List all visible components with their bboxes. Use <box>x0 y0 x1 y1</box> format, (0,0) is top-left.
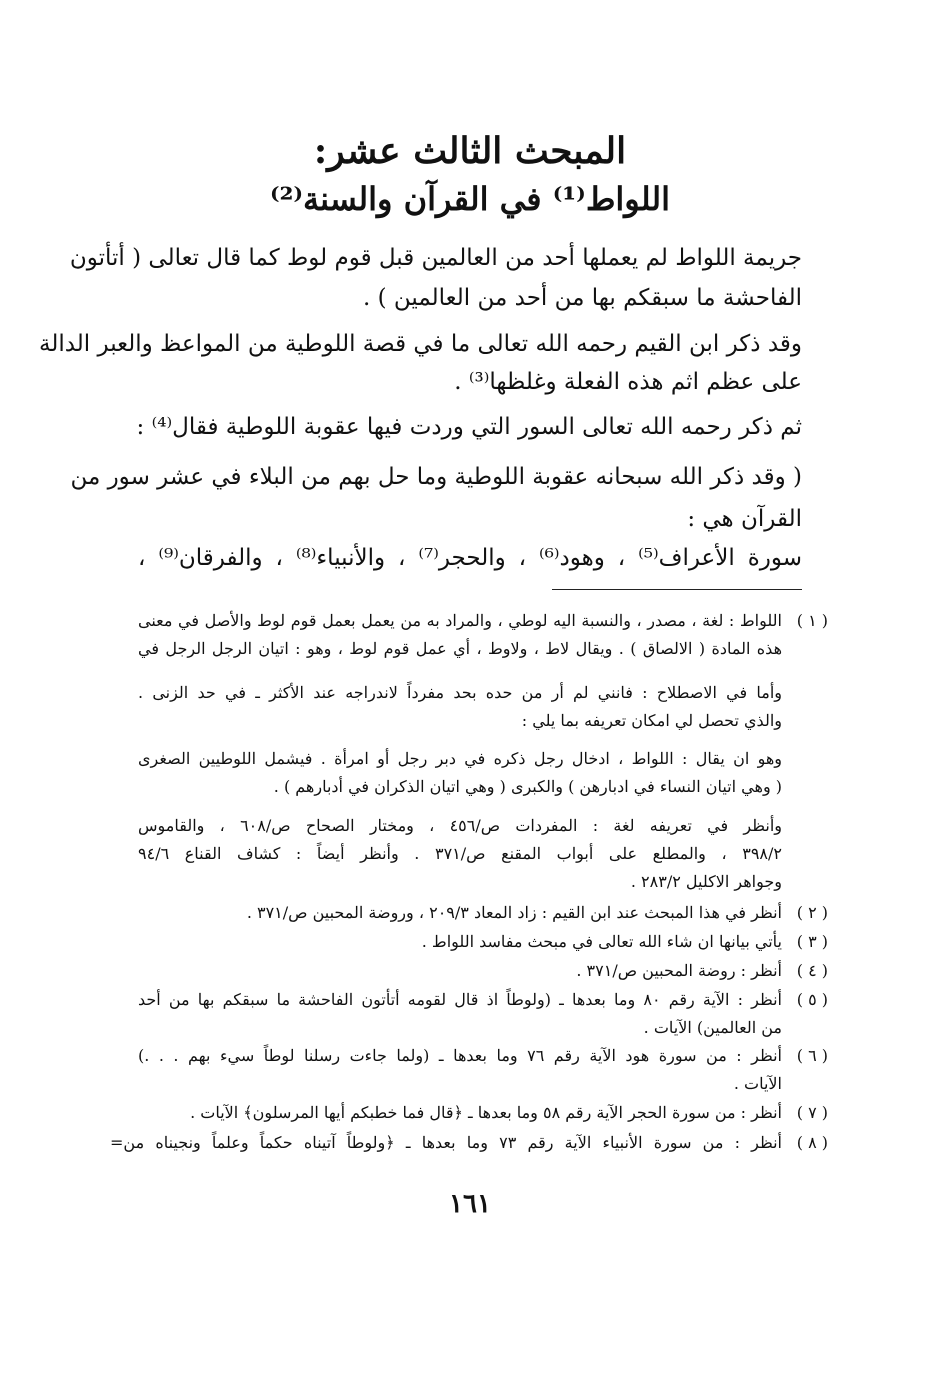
footnote-number: ( ٦ ) <box>796 1046 828 1065</box>
footnote-line: أنظر في هذا المبحث عند ابن القيم : زاد المعاد ٢٠٩/٣ ، وروضة المحبين ص/٣٧١ . <box>246 903 782 922</box>
footnote-line: يأتي بيانها ان شاء الله تعالى في مبحث مفاسد اللواط . <box>421 932 782 951</box>
footnote-line: أنظر : من سورة هود الآية رقم ٧٦ وما بعدها ـ (ولما جاءت رسلنا لوطاً سيء بهم . . .) <box>138 1046 783 1065</box>
footnote-line: ٣٩٨/٢ ، والمطلع على أبواب المقنع ص/٣٧١ . وأنظر أيضاً : كشاف القناع ٩٤/٦ <box>138 844 782 863</box>
body-line: ( وقد ذكر الله سبحانه عقوبة اللوطية وما حل بهم من البلاء في عشر سور من <box>70 464 802 490</box>
body-line: وقد ذكر ابن القيم رحمه الله تعالى ما في قصة اللوطية من المواعظ والعبر الدالة <box>39 331 802 357</box>
page-number: ١٦١ <box>449 1189 491 1219</box>
footnote-number: ( ٥ ) <box>796 990 828 1009</box>
footnote-line: وأما في الاصطلاح : فانني لم أر من حده بحد مفرداً لاندراجه عند الأكثر ـ في حد الزنى . <box>138 683 782 702</box>
section-title: المبحث الثالث عشر: <box>313 130 627 172</box>
footnote-number: ( ٣ ) <box>796 932 828 951</box>
body-line: القرآن هي : <box>687 506 802 532</box>
footnote-line: أنظر : من سورة الأنبياء الآية رقم ٧٣ وما بعدها ـ ﴿ولوطاً آتيناه حكماً وعلماً ونجيناه من= <box>110 1133 782 1152</box>
footnote-line: أنظر : روضة المحبين ص/٣٧١ . <box>576 961 782 980</box>
section-subtitle: اللواط⁽¹⁾ في القرآن والسنة⁽²⁾ <box>269 180 671 218</box>
body-line: ثم ذكر رحمه الله تعالى السور التي وردت فيها عقوبة اللوطية فقال⁽⁴⁾ : <box>136 414 802 440</box>
footnote-line: وأنظر في تعريفه لغة : المفردات ص/٤٥٦ ، ومختار الصحاح ص/٦٠٨ ، والقاموس <box>138 816 782 835</box>
footnote-line: ( وهي اتيان النساء في ادبارهن ) والكبرى ( وهي اتيان الذكران في أدبارهم ) . <box>273 777 782 796</box>
footnote-line: وجواهر الاكليل ٢٨٣/٢ . <box>630 872 782 891</box>
footnote-line: الآيات . <box>733 1074 782 1093</box>
body-line: على عظم اثم هذه الفعلة وغلظها⁽³⁾ . <box>454 369 802 395</box>
footnote-line: أنظر : الآية رقم ٨٠ وما بعدها ـ (ولوطاً اذ قال لقومه أتأتون الفاحشة ما سبقكم بها من أحد <box>138 990 783 1009</box>
footnote-number: ( ٨ ) <box>796 1133 828 1152</box>
footnote-line: هذه المادة ( الالصاق ) . ويقال لاط ، ولاوط ، أي عمل قوم لوط ، وهو : اتيان الرجل الرجل في <box>138 639 782 658</box>
footnote-number: ( ٢ ) <box>796 903 828 922</box>
footnote-line: والذي تحصل لي امكان تعريفه بما يلي : <box>521 711 782 730</box>
footnote-divider <box>552 589 802 590</box>
body-line: جريمة اللواط لم يعملها أحد من العالمين قبل قوم لوط كما قال تعالى ( أتأتون <box>69 245 802 271</box>
footnote-line: من العالمين) الآيات . <box>643 1018 782 1037</box>
footnote-number: ( ٧ ) <box>796 1103 828 1122</box>
footnote-line: اللواط : لغة ، مصدر ، والنسبة اليه لوطي ، والمراد به من يعمل بعمل قوم لوط والأصل في معنى <box>138 611 782 630</box>
footnote-number: ( ١ ) <box>796 611 828 630</box>
body-line: سورة الأعراف⁽⁵⁾ ، وهود⁽⁶⁾ ، والحجر⁽⁷⁾ ، والأنبياء⁽⁸⁾ ، والفرقان⁽⁹⁾ ، <box>138 545 803 571</box>
footnote-line: أنظر : من سورة الحجر الآية رقم ٥٨ وما بعدها ـ ﴿قال فما خطبكم أيها المرسلون﴾ الآيات . <box>190 1103 782 1122</box>
body-line: الفاحشة ما سبقكم بها من أحد من العالمين ) . <box>363 285 802 311</box>
footnote-line: وهو ان يقال : اللواط ، ادخال رجل ذكره في دبر رجل أو امرأة . فيشمل اللوطيين الصغرى <box>138 749 782 768</box>
footnote-number: ( ٤ ) <box>796 961 828 980</box>
